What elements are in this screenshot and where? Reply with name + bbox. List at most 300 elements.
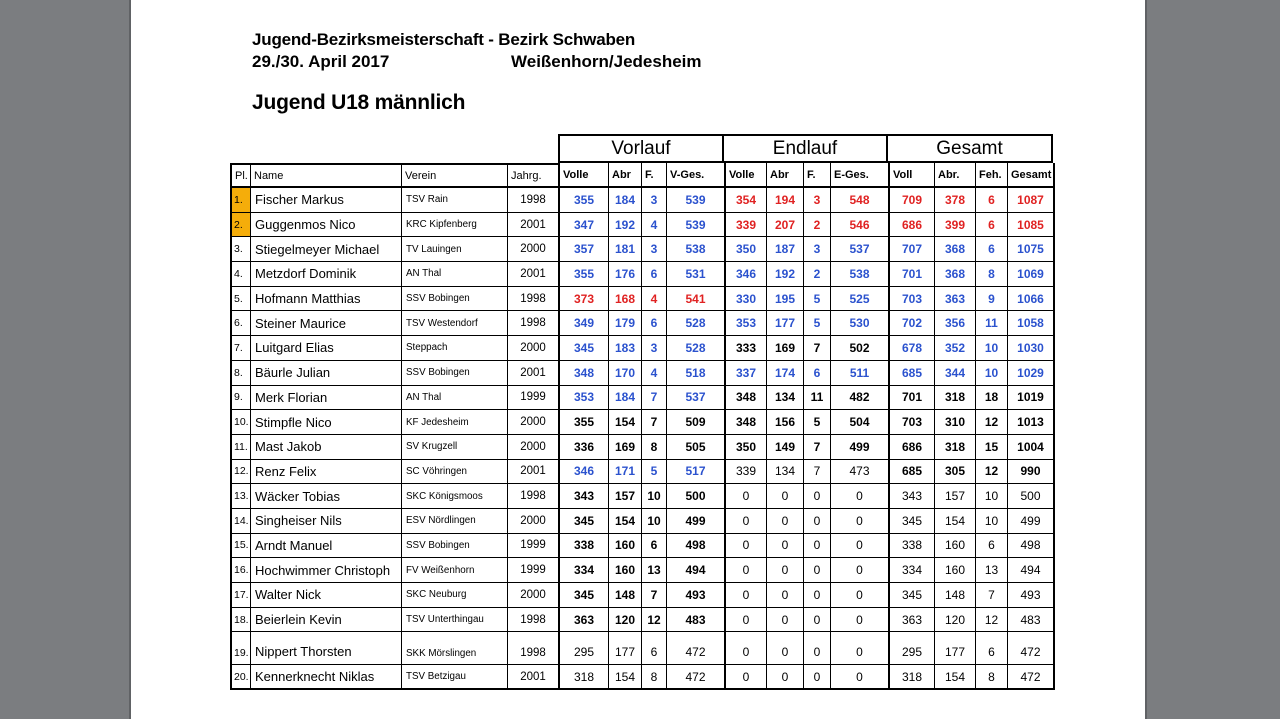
endlauf-score: 0 <box>804 632 831 665</box>
vorlauf-score: 349 <box>560 311 609 336</box>
document-page <box>129 0 1147 719</box>
gesamt-score: 11 <box>976 311 1008 336</box>
gesamt-score: 318 <box>935 435 976 460</box>
endlauf-score: 0 <box>804 558 831 583</box>
place-cell: 16. <box>232 558 251 583</box>
gesamt-score: 295 <box>890 632 935 665</box>
gesamt-score: 472 <box>1008 632 1055 665</box>
gesamt-score: 148 <box>935 583 976 608</box>
gesamt-score: 18 <box>976 386 1008 411</box>
birth-year: 1998 <box>508 188 560 213</box>
gesamt-score: 334 <box>890 558 935 583</box>
endlauf-score: 337 <box>726 361 767 386</box>
endlauf-score: 7 <box>804 336 831 361</box>
gesamt-score: 157 <box>935 484 976 509</box>
birth-year: 2001 <box>508 361 560 386</box>
endlauf-score: 0 <box>804 608 831 633</box>
vorlauf-score: 537 <box>667 386 726 411</box>
group-header-gesamt: Gesamt <box>888 134 1053 163</box>
gesamt-score: 10 <box>976 484 1008 509</box>
vorlauf-score: 148 <box>609 583 642 608</box>
table-row <box>230 632 1055 665</box>
player-name: Stimpfle Nico <box>251 410 402 435</box>
endlauf-score: 546 <box>831 213 890 238</box>
endlauf-score: 504 <box>831 410 890 435</box>
vorlauf-score: 353 <box>560 386 609 411</box>
place-cell: 18. <box>232 608 251 633</box>
endlauf-score: 0 <box>804 509 831 534</box>
gesamt-score: 12 <box>976 460 1008 485</box>
vorlauf-score: 318 <box>560 665 609 690</box>
place-cell: 5. <box>232 287 251 312</box>
endlauf-score: 7 <box>804 435 831 460</box>
vorlauf-score: 363 <box>560 608 609 633</box>
table-row <box>230 435 1055 460</box>
vorlauf-score: 346 <box>560 460 609 485</box>
endlauf-score: 0 <box>726 665 767 690</box>
gesamt-score: 703 <box>890 287 935 312</box>
vorlauf-score: 493 <box>667 583 726 608</box>
endlauf-score: 187 <box>767 237 804 262</box>
endlauf-score: 0 <box>767 608 804 633</box>
vorlauf-score: 8 <box>642 435 667 460</box>
table-row <box>230 311 1055 336</box>
endlauf-score: 0 <box>831 608 890 633</box>
vorlauf-score: 6 <box>642 262 667 287</box>
player-name: Kennerknecht Niklas <box>251 665 402 690</box>
table-row <box>230 460 1055 485</box>
gesamt-score: 154 <box>935 509 976 534</box>
vorlauf-score: 494 <box>667 558 726 583</box>
gesamt-score: 343 <box>890 484 935 509</box>
vorlauf-score: 538 <box>667 237 726 262</box>
endlauf-score: 0 <box>767 632 804 665</box>
player-name: Metzdorf Dominik <box>251 262 402 287</box>
endlauf-score: 3 <box>804 237 831 262</box>
gesamt-score: 702 <box>890 311 935 336</box>
club-name: SV Krugzell <box>402 435 508 460</box>
gesamt-score: 499 <box>1008 509 1055 534</box>
gesamt-score: 1066 <box>1008 287 1055 312</box>
endlauf-score: 537 <box>831 237 890 262</box>
gesamt-score: 7 <box>976 583 1008 608</box>
endlauf-score: 525 <box>831 287 890 312</box>
club-name: KRC Kipfenberg <box>402 213 508 238</box>
club-name: KF Jedesheim <box>402 410 508 435</box>
gesamt-score: 368 <box>935 262 976 287</box>
vorlauf-score: 347 <box>560 213 609 238</box>
vorlauf-score: 509 <box>667 410 726 435</box>
place-cell: 12. <box>232 460 251 485</box>
gesamt-score: 12 <box>976 608 1008 633</box>
gesamt-score: 703 <box>890 410 935 435</box>
vorlauf-score: 154 <box>609 410 642 435</box>
endlauf-score: 6 <box>804 361 831 386</box>
gesamt-score: 352 <box>935 336 976 361</box>
endlauf-score: 0 <box>726 583 767 608</box>
table-row <box>230 386 1055 411</box>
vorlauf-score: 177 <box>609 632 642 665</box>
gesamt-score: 368 <box>935 237 976 262</box>
gesamt-score: 483 <box>1008 608 1055 633</box>
place-cell: 3. <box>232 237 251 262</box>
gesamt-score: 6 <box>976 632 1008 665</box>
endlauf-score: 0 <box>767 583 804 608</box>
birth-year: 1998 <box>508 311 560 336</box>
endlauf-score: 353 <box>726 311 767 336</box>
place-cell: 4. <box>232 262 251 287</box>
player-name: Luitgard Elias <box>251 336 402 361</box>
vorlauf-score: 10 <box>642 509 667 534</box>
gesamt-score: 1029 <box>1008 361 1055 386</box>
player-name: Merk Florian <box>251 386 402 411</box>
column-header: Verein <box>402 163 508 188</box>
endlauf-score: 192 <box>767 262 804 287</box>
club-name: ESV Nördlingen <box>402 509 508 534</box>
endlauf-score: 346 <box>726 262 767 287</box>
gesamt-score: 500 <box>1008 484 1055 509</box>
club-name: SKC Neuburg <box>402 583 508 608</box>
endlauf-score: 0 <box>804 534 831 559</box>
endlauf-score: 348 <box>726 386 767 411</box>
club-name: SSV Bobingen <box>402 534 508 559</box>
results-table <box>230 134 1055 690</box>
player-name: Steiner Maurice <box>251 311 402 336</box>
table-row <box>230 558 1055 583</box>
gesamt-score: 1058 <box>1008 311 1055 336</box>
endlauf-score: 339 <box>726 213 767 238</box>
endlauf-score: 0 <box>804 484 831 509</box>
gesamt-score: 177 <box>935 632 976 665</box>
gesamt-score: 12 <box>976 410 1008 435</box>
birth-year: 2000 <box>508 336 560 361</box>
column-header: Volle <box>560 163 609 188</box>
gesamt-score: 1085 <box>1008 213 1055 238</box>
gesamt-score: 701 <box>890 386 935 411</box>
vorlauf-score: 472 <box>667 632 726 665</box>
gesamt-score: 13 <box>976 558 1008 583</box>
gesamt-score: 685 <box>890 361 935 386</box>
endlauf-score: 339 <box>726 460 767 485</box>
player-name: Hofmann Matthias <box>251 287 402 312</box>
vorlauf-score: 295 <box>560 632 609 665</box>
vorlauf-score: 120 <box>609 608 642 633</box>
gesamt-score: 8 <box>976 262 1008 287</box>
vorlauf-score: 518 <box>667 361 726 386</box>
endlauf-score: 0 <box>767 484 804 509</box>
vorlauf-score: 528 <box>667 311 726 336</box>
player-name: Fischer Markus <box>251 188 402 213</box>
gesamt-score: 678 <box>890 336 935 361</box>
vorlauf-score: 373 <box>560 287 609 312</box>
vorlauf-score: 7 <box>642 583 667 608</box>
column-header: Abr. <box>935 163 976 188</box>
vorlauf-score: 472 <box>667 665 726 690</box>
vorlauf-score: 338 <box>560 534 609 559</box>
vorlauf-score: 334 <box>560 558 609 583</box>
gesamt-score: 120 <box>935 608 976 633</box>
endlauf-score: 11 <box>804 386 831 411</box>
vorlauf-score: 345 <box>560 336 609 361</box>
column-header: F. <box>804 163 831 188</box>
birth-year: 2001 <box>508 262 560 287</box>
column-header: Jahrg. <box>508 163 560 188</box>
table-row <box>230 188 1055 213</box>
vorlauf-score: 10 <box>642 484 667 509</box>
place-cell: 13. <box>232 484 251 509</box>
place-cell: 19. <box>232 632 251 665</box>
birth-year: 2001 <box>508 665 560 690</box>
table-row <box>230 484 1055 509</box>
vorlauf-score: 3 <box>642 336 667 361</box>
player-name: Arndt Manuel <box>251 534 402 559</box>
vorlauf-score: 160 <box>609 558 642 583</box>
birth-year: 1998 <box>508 632 560 665</box>
vorlauf-score: 184 <box>609 188 642 213</box>
birth-year: 1998 <box>508 608 560 633</box>
place-cell: 14. <box>232 509 251 534</box>
vorlauf-score: 345 <box>560 583 609 608</box>
club-name: AN Thal <box>402 386 508 411</box>
endlauf-score: 177 <box>767 311 804 336</box>
group-header-endlauf: Endlauf <box>724 134 888 163</box>
table-row <box>230 361 1055 386</box>
place-cell: 20. <box>232 665 251 690</box>
club-name: TSV Unterthingau <box>402 608 508 633</box>
club-name: SSV Bobingen <box>402 361 508 386</box>
table-row <box>230 237 1055 262</box>
table-row <box>230 262 1055 287</box>
vorlauf-score: 6 <box>642 534 667 559</box>
gesamt-score: 6 <box>976 188 1008 213</box>
vorlauf-score: 4 <box>642 213 667 238</box>
birth-year: 1999 <box>508 534 560 559</box>
vorlauf-score: 192 <box>609 213 642 238</box>
endlauf-score: 0 <box>726 632 767 665</box>
place-cell: 15. <box>232 534 251 559</box>
birth-year: 1999 <box>508 386 560 411</box>
column-header: Volle <box>726 163 767 188</box>
endlauf-score: 333 <box>726 336 767 361</box>
gesamt-score: 701 <box>890 262 935 287</box>
vorlauf-score: 539 <box>667 213 726 238</box>
endlauf-score: 0 <box>767 665 804 690</box>
gesamt-score: 154 <box>935 665 976 690</box>
gesamt-score: 686 <box>890 213 935 238</box>
gesamt-score: 356 <box>935 311 976 336</box>
table-row <box>230 410 1055 435</box>
gesamt-score: 15 <box>976 435 1008 460</box>
column-header: Abr <box>767 163 804 188</box>
gesamt-score: 318 <box>890 665 935 690</box>
gesamt-score: 10 <box>976 336 1008 361</box>
endlauf-score: 0 <box>767 534 804 559</box>
gesamt-score: 160 <box>935 534 976 559</box>
vorlauf-score: 157 <box>609 484 642 509</box>
gesamt-score: 378 <box>935 188 976 213</box>
birth-year: 2000 <box>508 435 560 460</box>
vorlauf-score: 154 <box>609 665 642 690</box>
gesamt-score: 305 <box>935 460 976 485</box>
vorlauf-score: 183 <box>609 336 642 361</box>
column-header: Name <box>251 163 402 188</box>
endlauf-score: 0 <box>831 509 890 534</box>
birth-year: 1998 <box>508 287 560 312</box>
vorlauf-score: 531 <box>667 262 726 287</box>
player-name: Wäcker Tobias <box>251 484 402 509</box>
endlauf-score: 0 <box>831 484 890 509</box>
endlauf-score: 0 <box>831 558 890 583</box>
endlauf-score: 174 <box>767 361 804 386</box>
birth-year: 2000 <box>508 509 560 534</box>
vorlauf-score: 6 <box>642 632 667 665</box>
gesamt-score: 10 <box>976 361 1008 386</box>
gesamt-score: 363 <box>890 608 935 633</box>
endlauf-score: 2 <box>804 262 831 287</box>
table-row <box>230 665 1055 690</box>
gesamt-score: 399 <box>935 213 976 238</box>
vorlauf-score: 539 <box>667 188 726 213</box>
vorlauf-score: 3 <box>642 237 667 262</box>
column-header: Pl. <box>232 163 251 188</box>
column-header: Gesamt <box>1008 163 1055 188</box>
gesamt-score: 6 <box>976 237 1008 262</box>
table-row <box>230 608 1055 633</box>
endlauf-score: 5 <box>804 410 831 435</box>
vorlauf-score: 181 <box>609 237 642 262</box>
endlauf-score: 348 <box>726 410 767 435</box>
endlauf-score: 194 <box>767 188 804 213</box>
vorlauf-score: 184 <box>609 386 642 411</box>
column-header-row <box>230 163 1055 188</box>
endlauf-score: 0 <box>804 665 831 690</box>
club-name: SC Vöhringen <box>402 460 508 485</box>
gesamt-score: 6 <box>976 213 1008 238</box>
vorlauf-score: 505 <box>667 435 726 460</box>
endlauf-score: 0 <box>726 509 767 534</box>
gesamt-score: 494 <box>1008 558 1055 583</box>
vorlauf-score: 169 <box>609 435 642 460</box>
endlauf-score: 0 <box>726 484 767 509</box>
player-name: Beierlein Kevin <box>251 608 402 633</box>
birth-year: 2001 <box>508 460 560 485</box>
club-name: SKK Mörslingen <box>402 632 508 665</box>
vorlauf-score: 528 <box>667 336 726 361</box>
group-header-row <box>230 134 1055 163</box>
vorlauf-score: 500 <box>667 484 726 509</box>
player-name: Bäurle Julian <box>251 361 402 386</box>
vorlauf-score: 12 <box>642 608 667 633</box>
player-name: Singheiser Nils <box>251 509 402 534</box>
vorlauf-score: 179 <box>609 311 642 336</box>
club-name: SSV Bobingen <box>402 287 508 312</box>
gesamt-score: 310 <box>935 410 976 435</box>
vorlauf-score: 7 <box>642 386 667 411</box>
place-cell: 7. <box>232 336 251 361</box>
place-cell: 8. <box>232 361 251 386</box>
endlauf-score: 5 <box>804 311 831 336</box>
endlauf-score: 354 <box>726 188 767 213</box>
birth-year: 1998 <box>508 484 560 509</box>
endlauf-score: 502 <box>831 336 890 361</box>
table-row <box>230 509 1055 534</box>
gesamt-score: 345 <box>890 509 935 534</box>
club-name: TSV Westendorf <box>402 311 508 336</box>
table-row <box>230 534 1055 559</box>
endlauf-score: 3 <box>804 188 831 213</box>
endlauf-score: 0 <box>831 632 890 665</box>
gesamt-score: 338 <box>890 534 935 559</box>
vorlauf-score: 499 <box>667 509 726 534</box>
endlauf-score: 0 <box>767 509 804 534</box>
endlauf-score: 482 <box>831 386 890 411</box>
event-date: 29./30. April 2017 <box>252 52 390 71</box>
gesamt-score: 686 <box>890 435 935 460</box>
gesamt-score: 990 <box>1008 460 1055 485</box>
place-cell: 17. <box>232 583 251 608</box>
vorlauf-score: 176 <box>609 262 642 287</box>
endlauf-score: 207 <box>767 213 804 238</box>
vorlauf-score: 7 <box>642 410 667 435</box>
endlauf-score: 0 <box>804 583 831 608</box>
vorlauf-score: 6 <box>642 311 667 336</box>
gesamt-score: 1013 <box>1008 410 1055 435</box>
club-name: TSV Betzigau <box>402 665 508 690</box>
endlauf-score: 7 <box>804 460 831 485</box>
table-row <box>230 287 1055 312</box>
player-name: Guggenmos Nico <box>251 213 402 238</box>
endlauf-score: 530 <box>831 311 890 336</box>
table-row <box>230 213 1055 238</box>
column-header: Feh. <box>976 163 1008 188</box>
endlauf-score: 195 <box>767 287 804 312</box>
player-name: Walter Nick <box>251 583 402 608</box>
endlauf-score: 511 <box>831 361 890 386</box>
club-name: TV Lauingen <box>402 237 508 262</box>
gesamt-score: 1075 <box>1008 237 1055 262</box>
gesamt-score: 6 <box>976 534 1008 559</box>
vorlauf-score: 498 <box>667 534 726 559</box>
vorlauf-score: 170 <box>609 361 642 386</box>
place-cell: 1. <box>232 188 251 213</box>
place-cell: 2. <box>232 213 251 238</box>
club-name: Steppach <box>402 336 508 361</box>
birth-year: 2000 <box>508 237 560 262</box>
gesamt-score: 160 <box>935 558 976 583</box>
endlauf-score: 548 <box>831 188 890 213</box>
endlauf-score: 0 <box>726 608 767 633</box>
endlauf-score: 0 <box>831 583 890 608</box>
club-name: FV Weißenhorn <box>402 558 508 583</box>
event-location: Weißenhorn/Jedesheim <box>511 52 702 71</box>
gesamt-score: 709 <box>890 188 935 213</box>
vorlauf-score: 336 <box>560 435 609 460</box>
endlauf-score: 0 <box>726 534 767 559</box>
gesamt-score: 9 <box>976 287 1008 312</box>
birth-year: 2000 <box>508 583 560 608</box>
gesamt-score: 345 <box>890 583 935 608</box>
vorlauf-score: 8 <box>642 665 667 690</box>
vorlauf-score: 357 <box>560 237 609 262</box>
vorlauf-score: 355 <box>560 410 609 435</box>
column-header: V-Ges. <box>667 163 726 188</box>
gesamt-score: 472 <box>1008 665 1055 690</box>
birth-year: 2000 <box>508 410 560 435</box>
player-name: Nippert Thorsten <box>251 632 402 665</box>
vorlauf-score: 345 <box>560 509 609 534</box>
vorlauf-score: 13 <box>642 558 667 583</box>
player-name: Stiegelmeyer Michael <box>251 237 402 262</box>
